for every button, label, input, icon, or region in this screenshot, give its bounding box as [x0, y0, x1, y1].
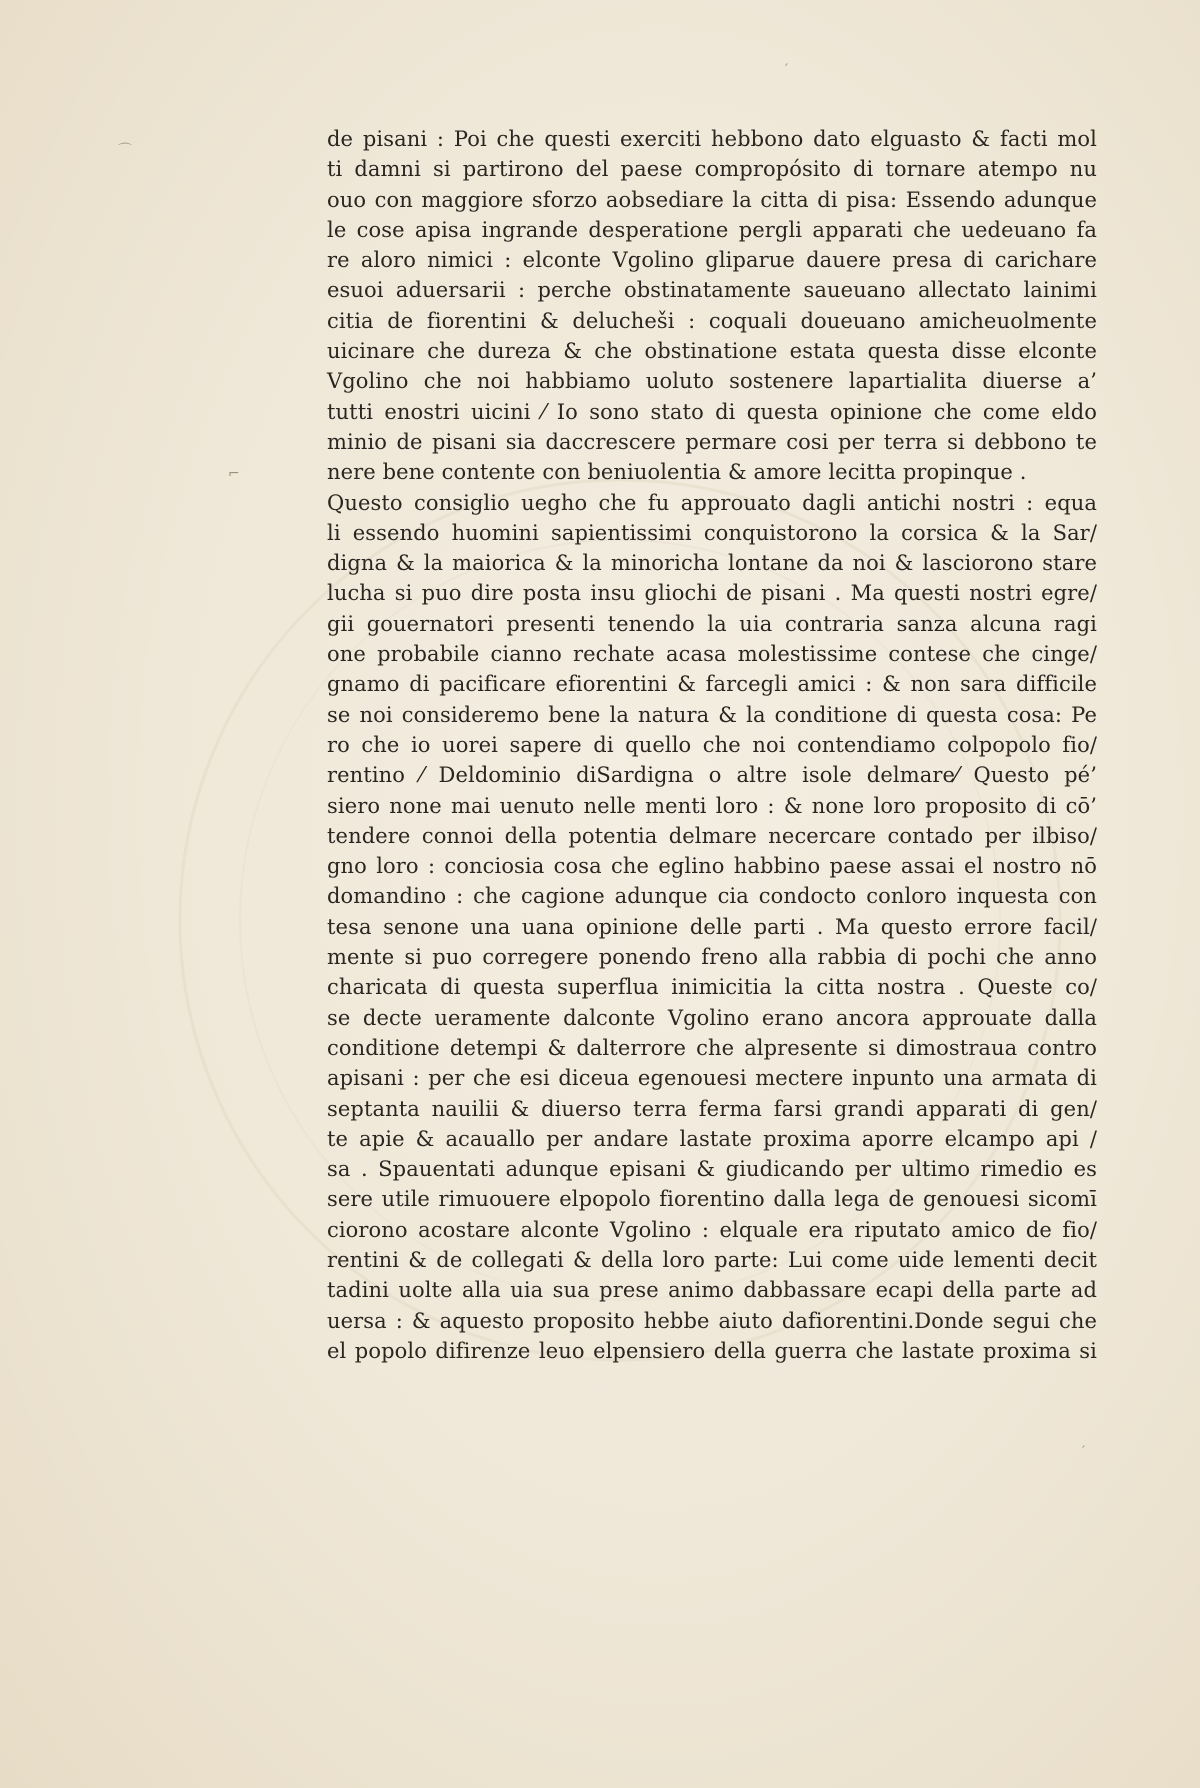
- text-line: mente si puo corregere ponendo freno alla rabbia di pochi che anno: [327, 945, 1097, 970]
- text-line: se decte ueramente dalconte Vgolino erano ancora approuate dalla: [327, 1005, 1097, 1030]
- text-line: de pisani : Poi che questi exerciti hebbono dato elguasto & facti mol: [327, 127, 1097, 151]
- text-line: gno loro : conciosia cosa che eglino habbino paese assai el nostro nō: [327, 854, 1097, 879]
- text-line: ouo con maggiore sforzo aobsediare la citta di pisa: Essendo adunque: [327, 187, 1097, 212]
- text-line: ciorono acostare alconte Vgolino : elquale era riputato amico de fio/: [327, 1217, 1097, 1242]
- text-line: minio de pisani sia daccrescere permare cosi per terra si debbono te: [327, 429, 1097, 454]
- text-line: gii gouernatori presenti tenendo la uia contraria sanza alcuna ragi: [327, 611, 1097, 636]
- text-line: one probabile cianno rechate acasa molestissime contese che cinge/: [327, 642, 1097, 667]
- text-line: le cose apisa ingrande desperatione pergli apparati che uedeuano fa: [327, 217, 1097, 242]
- text-line: sa . Spauentati adunque episani & giudicando per ultimo rimedio es: [327, 1157, 1097, 1182]
- text-line: uicinare che dureza & che obstinatione estata questa disse elconte: [327, 339, 1097, 364]
- margin-mark-left: ⌒: [118, 143, 132, 159]
- text-line: ti damni si partirono del paese compropósito di tornare atempo nu: [327, 157, 1097, 182]
- margin-mark-mid: ⌐: [228, 466, 240, 482]
- text-line: tesa senone una uana opinione delle parti . Ma questo errore facil/: [327, 914, 1097, 939]
- text-line: charicata di questa superflua inimicitia la citta nostra . Queste co/: [327, 975, 1097, 1000]
- text-line: rentini & de collegati & della loro parte: Lui come uide lementi decit: [327, 1247, 1097, 1272]
- text-line: nere bene contente con beniuolentia & amore lecitta propinque .: [327, 460, 1027, 485]
- text-line: digna & la maiorica & la minoricha lontane da noi & lasciorono stare: [327, 551, 1097, 576]
- margin-mark-right: ′: [1082, 1444, 1086, 1460]
- text-line: tadini uolte alla uia sua prese animo dabbassare ecapi della parte ad: [327, 1278, 1097, 1303]
- text-line: sere utile rimuouere elpopolo fiorentino dalla lega de genouesi sicomī: [327, 1187, 1097, 1212]
- text-line: septanta nauilii & diuerso terra ferma farsi grandi apparati di gen/: [327, 1096, 1097, 1121]
- text-line: gnamo di pacificare efiorentini & farcegli amici : & non sara difficile: [327, 672, 1097, 697]
- text-line: conditione detempi & dalterrore che alpresente si dimostraua contro: [327, 1035, 1097, 1060]
- text-line: Vgolino che noi habbiamo uoluto sostenere lapartialita diuerse a’: [327, 369, 1097, 394]
- text-line: el popolo difirenze leuo elpensiero della guerra che lastate proxima si: [327, 1338, 1097, 1363]
- text-line: rentino ⁄ Deldominio diSardigna o altre isole delmare⁄ Questo pé’: [327, 763, 1097, 788]
- margin-mark-top: ′: [785, 62, 789, 78]
- text-line: tendere connoi della potentia delmare necercare contado per ilbiso/: [327, 823, 1097, 848]
- text-line: Questo consiglio uegho che fu approuato dagli antichi nostri : equa: [327, 490, 1097, 515]
- text-line: apisani : per che esi diceua egenouesi mectere inpunto una armata di: [327, 1066, 1097, 1091]
- body-text: [327, 124, 1097, 1366]
- text-line: siero none mai uenuto nelle menti loro : & none loro proposito di cō’: [327, 793, 1097, 818]
- text-line: citia de fiorentini & delucheši : coquali doueuano amicheuolmente: [327, 308, 1097, 333]
- text-line: tutti enostri uicini ⁄ Io sono stato di questa opinione che come eldo: [327, 399, 1097, 424]
- text-line: ro che io uorei sapere di quello che noi contendiamo colpopolo fio/: [327, 732, 1097, 757]
- text-line: se noi consideremo bene la natura & la conditione di questa cosa: Pe: [327, 702, 1097, 727]
- text-line: re aloro nimici : elconte Vgolino gliparue dauere presa di carichare: [327, 248, 1097, 273]
- text-line: domandino : che cagione adunque cia condocto conloro inquesta con: [327, 884, 1097, 909]
- text-line: esuoi aduersarii : perche obstinatamente saueuano allectato lainimi: [327, 278, 1097, 303]
- text-line: li essendo huomini sapientissimi conquistorono la corsica & la Sar/: [327, 520, 1097, 545]
- text-line: lucha si puo dire posta insu gliochi de pisani . Ma questi nostri egre/: [327, 581, 1097, 606]
- text-line: te apie & acauallo per andare lastate proxima aporre elcampo api /: [327, 1126, 1097, 1151]
- text-line: uersa : & aquesto proposito hebbe aiuto dafiorentini.Donde segui che: [327, 1308, 1097, 1333]
